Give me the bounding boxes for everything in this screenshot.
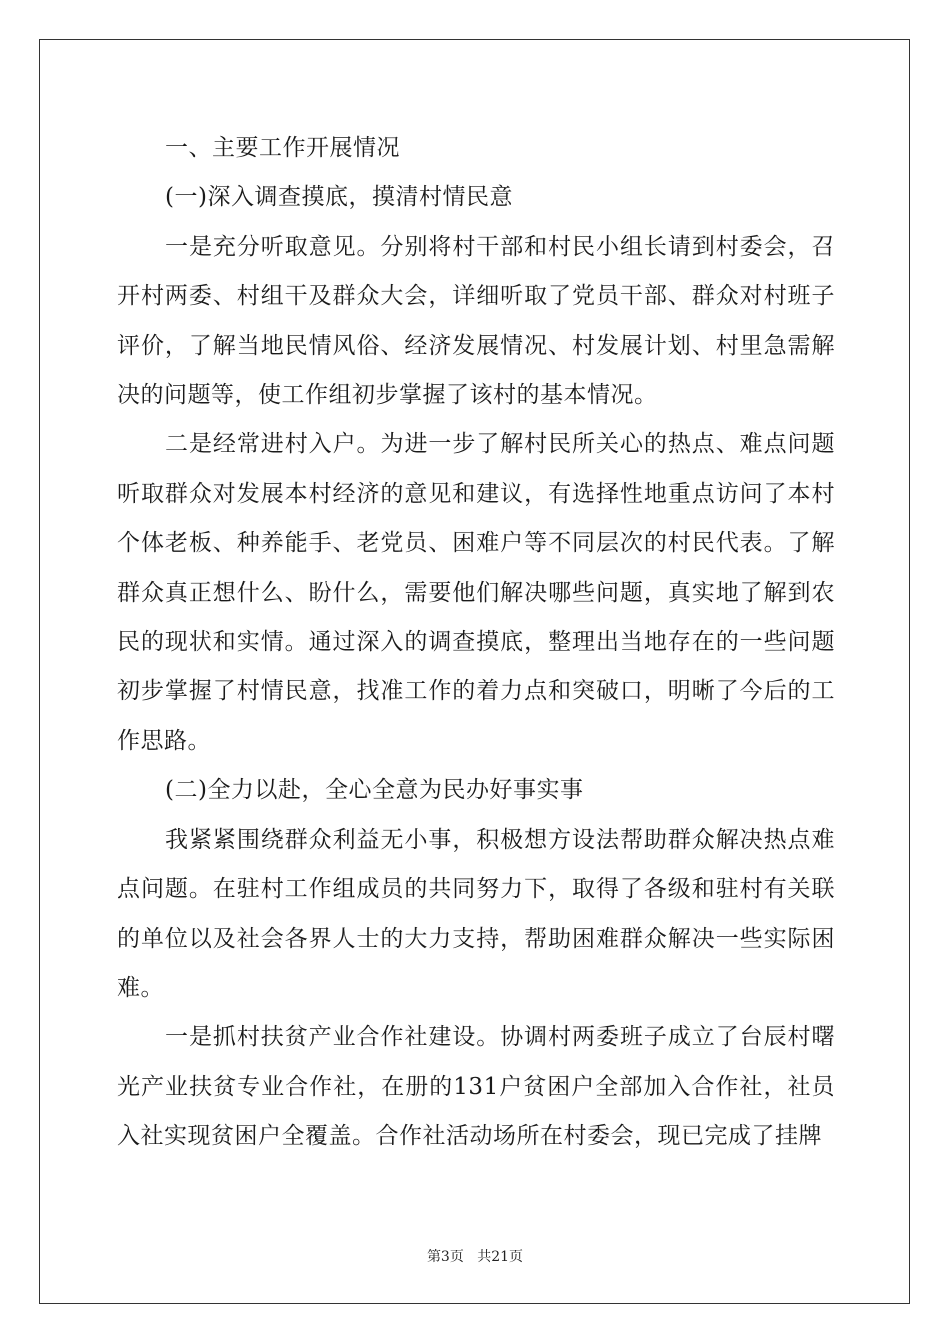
paragraph: 二是经常进村入户。为进一步了解村民所关心的热点、难点问题听取群众对发展本村经济的意见和建议，有选择性地重点访问了本村个体老板、种养能手、老党员、困难户等不同层次的村民代表。了解群众真正想什么、盼什么，需要他们解决哪些问题，真实地了解到农民的现状和实情。通过深入的调查摸底，整理出当地存在的一些问题初步掌握了村情民意，找准工作的着力点和突破口，明晰了今后的工作思路。 — [117, 431, 835, 754]
paragraph: 一是充分听取意见。分别将村干部和村民小组长请到村委会，召开村两委、村组干及群众大会，详细听取了党员干部、群众对村班子评价，了解当地民情风俗、经济发展情况、村发展计划、村里急需解决的问题等，使工作组初步掌握了该村的基本情况。 — [117, 233, 835, 409]
paragraph: 一是抓村扶贫产业合作社建设。协调村两委班子成立了台辰村曙光产业扶贫专业合作社，在册的131户贫困户全部加入合作社，社员入社实现贫困户全覆盖。合作社活动场所在村委会，现已完成了挂牌 — [117, 1024, 835, 1150]
subsection-heading: (一)深入调查摸底，摸清村情民意 — [165, 184, 513, 211]
document-body — [117, 124, 835, 1162]
section-heading: 一、主要工作开展情况 — [165, 135, 400, 161]
page-footer — [0, 1246, 950, 1266]
page-number: 第3页 — [426, 1249, 464, 1265]
subsection-heading: (二)全力以赴，全心全意为民办好事实事 — [165, 777, 584, 804]
page-total: 共21页 — [477, 1249, 524, 1265]
paragraph: 我紧紧围绕群众利益无小事，积极想方设法帮助群众解决热点难点问题。在驻村工作组成员的共同努力下，取得了各级和驻村有关联的单位以及社会各界人士的大力支持，帮助困难群众解决一些实际困难。 — [117, 826, 835, 1001]
